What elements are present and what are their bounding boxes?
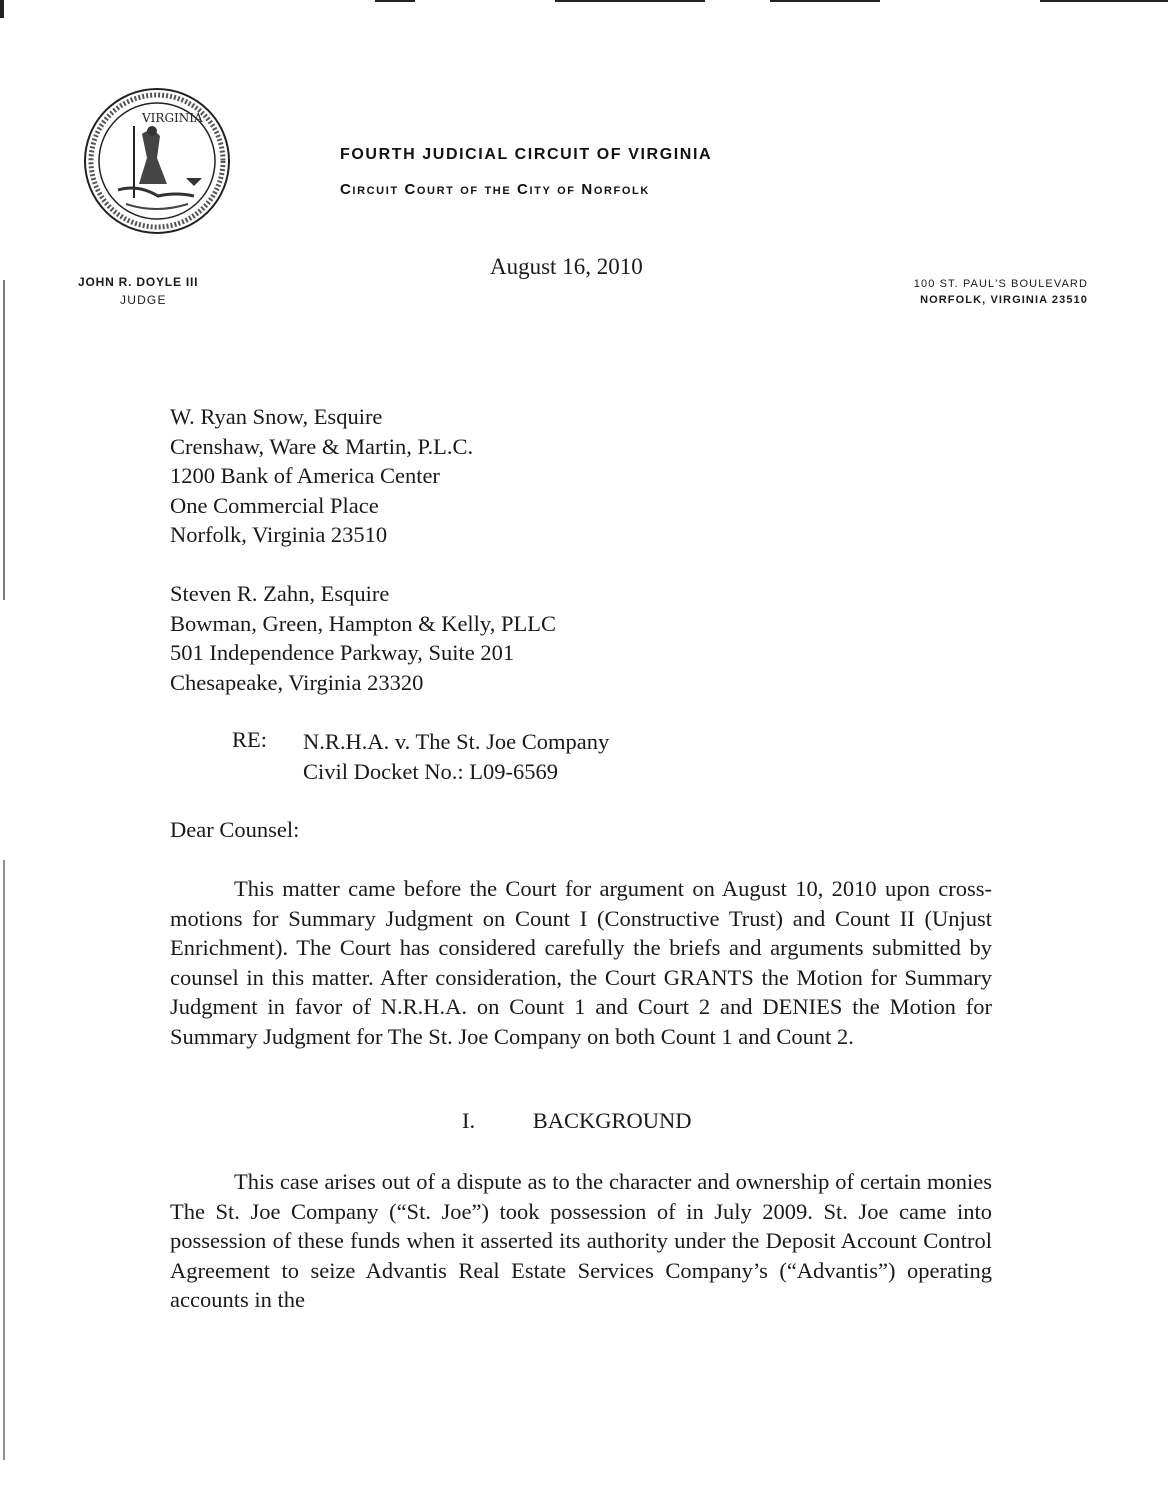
address-line: W. Ryan Snow, Esquire: [170, 404, 383, 429]
court-title: FOURTH JUDICIAL CIRCUIT OF VIRGINIA: [340, 146, 713, 163]
section-heading: [462, 1108, 692, 1134]
court-address-line1: 100 ST. PAUL'S BOULEVARD: [913, 278, 1088, 290]
address-line: Norfolk, Virginia 23510: [170, 522, 388, 547]
scan-artifact: [3, 280, 5, 600]
salutation: Dear Counsel:: [170, 817, 300, 842]
re-subject: [303, 727, 609, 786]
address-line: Crenshaw, Ware & Martin, P.L.C.: [170, 433, 474, 459]
address-line: 501 Independence Parkway, Suite 201: [170, 640, 515, 665]
seal-text: VIRGINIA: [142, 111, 203, 125]
address-line: 1200 Bank of America Center: [170, 463, 440, 488]
judge-name: JOHN R. DOYLE III: [78, 275, 199, 289]
letter-date: August 16, 2010: [490, 254, 643, 279]
scan-artifact: [3, 860, 5, 1460]
court-subtitle: Circuit Court of the City of Norfolk: [340, 181, 650, 198]
scan-artifact: [375, 0, 415, 2]
court-address-line2: NORFOLK, VIRGINIA 23510: [920, 294, 1088, 306]
body-paragraph-2: This case arises out of a dispute as to the character and ownership of certain monies The St. Joe Company (“St. Joe”) took possession of in July 2009. St. Joe came into possession of these funds when it asserted its authority under the Deposit Account Control Agreement to seize Advantis Real Estate Services Company’s (“Advantis”) operating accounts in the: [170, 1169, 992, 1312]
recipient-address-2: [170, 579, 556, 697]
virginia-seal-icon: [82, 86, 232, 236]
address-line: Chesapeake, Virginia 23320: [170, 669, 424, 695]
scan-artifact: [770, 0, 880, 2]
re-label: RE:: [232, 727, 268, 752]
address-line: Steven R. Zahn, Esquire: [170, 581, 390, 606]
re-docket-number: Civil Docket No.: L09-6569: [303, 758, 558, 784]
judge-title: JUDGE: [120, 293, 167, 307]
body-paragraph-1: This matter came before the Court for argument on August 10, 2010 upon cross-motions for Summary Judgment on Count I (Constructive Trust) and Count II (Unjust Enrichment). The Court has considered carefully the briefs and arguments submitted by counsel in this matter. After consideration, the Court GRANTS the Motion for Summary Judgment in favor of N.R.H.A. on Count 1 and Court 2 and DENIES the Motion for Summary Judgment for The St. Joe Company on both Count 1 and Count 2.: [170, 876, 992, 1049]
section-title: BACKGROUND: [532, 1108, 692, 1133]
recipient-address-1: [170, 402, 473, 550]
address-line: One Commercial Place: [170, 492, 379, 518]
re-case-name: N.R.H.A. v. The St. Joe Company: [303, 729, 610, 754]
address-line: Bowman, Green, Hampton & Kelly, PLLC: [170, 610, 556, 636]
scan-artifact: [0, 0, 4, 18]
section-number: I.: [462, 1108, 476, 1133]
scan-artifact: [1040, 0, 1168, 2]
scan-artifact: [555, 0, 705, 2]
